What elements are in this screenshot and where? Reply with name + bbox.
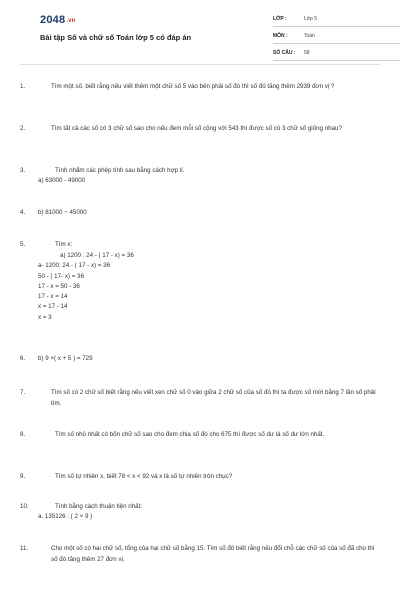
question-number: 10. [20,503,29,510]
question-text: Tính nhẩm các phép tính sau bằng cách hợp lí. [55,167,185,174]
meta-label: SỐ CÂU : [273,50,296,56]
meta-label: MÔN : [273,33,288,39]
meta-value: 58 [304,50,310,56]
question-number: 5. [20,241,26,248]
solution-line: a) 1200 : 24 - ( 17 - x) = 36 [60,252,134,259]
question-number: 7. [20,389,26,396]
site-logo[interactable] [40,14,76,26]
question-text: Tính bằng cách thuận tiện nhất: [55,503,143,510]
question-text: Tìm tất cả các số có 3 chữ số sao cho nếu đem mỗi số cộng với 543 thì được số có 3 chữ số giống nhau? [51,125,342,132]
header [20,0,380,62]
question-subpart: a. 135126 : ( 2 × 9 ) [38,513,93,520]
page-title: Bài tập Số và chữ số Toán lớp 5 có đáp án [40,33,192,42]
solution-lines [38,251,134,323]
meta-label: LỚP : [273,16,287,22]
question-number: 2. [20,125,26,132]
meta-row-subject [273,31,400,44]
question-number: 9. [20,473,26,480]
solution-line: x = 3 [38,313,52,321]
question-text: b) 9 ×( x + 5 ) = 729 [38,355,93,362]
solution-line: 50 - ( 17- x) = 36 [38,272,84,280]
question-number: 3. [20,167,26,174]
question-subpart: a) 63000 - 49000 [38,177,86,184]
logo-tld: .vn [66,18,76,24]
logo-main: 2048 [40,14,66,26]
question-text: b) 81000 − 45000 [38,209,87,216]
header-divider [20,64,380,65]
question-text: Tìm số tự nhiên x, biết 78 < x < 92 và x là số tự nhiên tròn chục? [55,473,233,480]
meta-row-count [273,48,400,61]
question-number: 1. [20,83,26,90]
solution-line: a- 1200: 24 - ( 17 - x) = 36 [38,262,111,270]
question-text: Tìm số có 2 chữ số biết rằng nếu viết xen chữ số 0 vào giữa 2 chữ số của số đó thì ta được số mới bằng 7 lần số phải tìm. [51,389,376,407]
solution-line: 17 - x = 50 - 36 [38,282,80,290]
question-text: Tìm số nhỏ nhất có bốn chữ số sao cho đem chia số đó cho 675 thì được số dư là số dư lớn nhất. [55,431,325,438]
question-number: 6. [20,355,26,362]
meta-value: Lớp 5 [304,16,318,22]
question-number: 11. [20,545,29,552]
question-number: 8. [20,431,26,438]
question-text: Tìm x: [55,241,73,248]
solution-line: x = 17 - 14 [38,303,68,311]
question-number: 4. [20,209,26,216]
solution-line: 17 - x = 14 [38,293,68,301]
meta-value: Toán [304,33,315,39]
question-text: Tìm một số, biết rằng nếu viết thêm một chữ số 5 vào bên phải số đó thì số đó tăng thêm 2939 đơn vị ? [51,83,335,90]
meta-box [273,14,400,65]
question-text: Cho một số có hai chữ số, tổng của hai chữ số bằng 15. Tìm số đó biết rằng nếu đổi chỗ các chữ số của số đã cho thì số đó tăng thêm 27 đơn vị. [51,545,375,563]
meta-row-class [273,14,400,27]
